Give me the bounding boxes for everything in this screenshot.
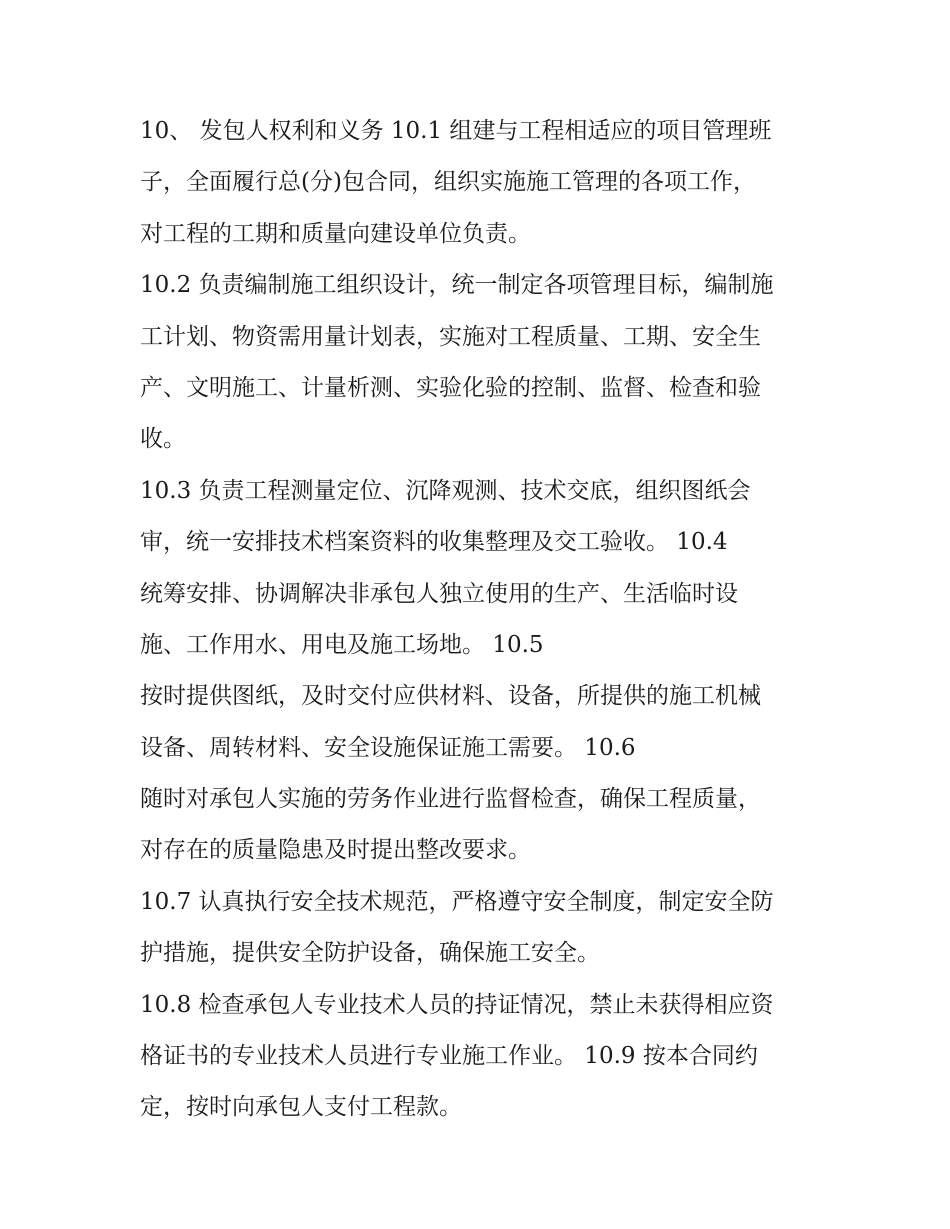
text-line: 审，统一安排技术档案资料的收集整理及交工验收。 10.4 [140,529,728,556]
text-line: 随时对承包人实施的劳务作业进行监督检查，确保工程质量， [140,786,761,813]
text-line: 对工程的工期和质量向建设单位负责。 [140,220,531,247]
text-line: 施、工作用水、用电及施工场地。 10.5 [140,631,544,658]
text-line: 子，全面履行总(分)包合同，组织实施施工管理的各项工作， [140,169,756,196]
text-line: 10.3 负责工程测量定位、沉降观测、技术交底，组织图纸会 [140,477,751,504]
text-line: 10.2 负责编制施工组织设计，统一制定各项管理目标，编制施 [140,272,774,299]
text-line: 设备、周转材料、安全设施保证施工需要。 10.6 [140,734,636,761]
text-line: 产、文明施工、计量析测、实验化验的控制、监督、检查和验 [140,374,761,401]
text-line: 格证书的专业技术人员进行专业施工作业。 10.9 按本合同约 [140,1043,758,1070]
text-line: 统筹安排、协调解决非承包人独立使用的生产、生活临时设 [140,580,738,607]
text-line: 定，按时向承包人支付工程款。 [140,1094,462,1121]
text-line: 10、 发包人权利和义务 10.1 组建与工程相适应的项目管理班 [140,118,772,144]
text-line: 10.8 检查承包人专业技术人员的持证情况，禁止未获得相应资 [140,991,774,1018]
text-line: 护措施，提供安全防护设备，确保施工安全。 [140,940,600,967]
document-body [140,106,830,1134]
text-line: 按时提供图纸，及时交付应供材料、设备，所提供的施工机械 [140,683,761,710]
text-line: 10.7 认真执行安全技术规范，严格遵守安全制度，制定安全防 [140,888,774,915]
text-line: 收。 [140,426,186,453]
text-line: 工计划、物资需用量计划表，实施对工程质量、工期、安全生 [140,323,761,350]
text-line: 对存在的质量隐患及时提出整改要求。 [140,837,531,864]
